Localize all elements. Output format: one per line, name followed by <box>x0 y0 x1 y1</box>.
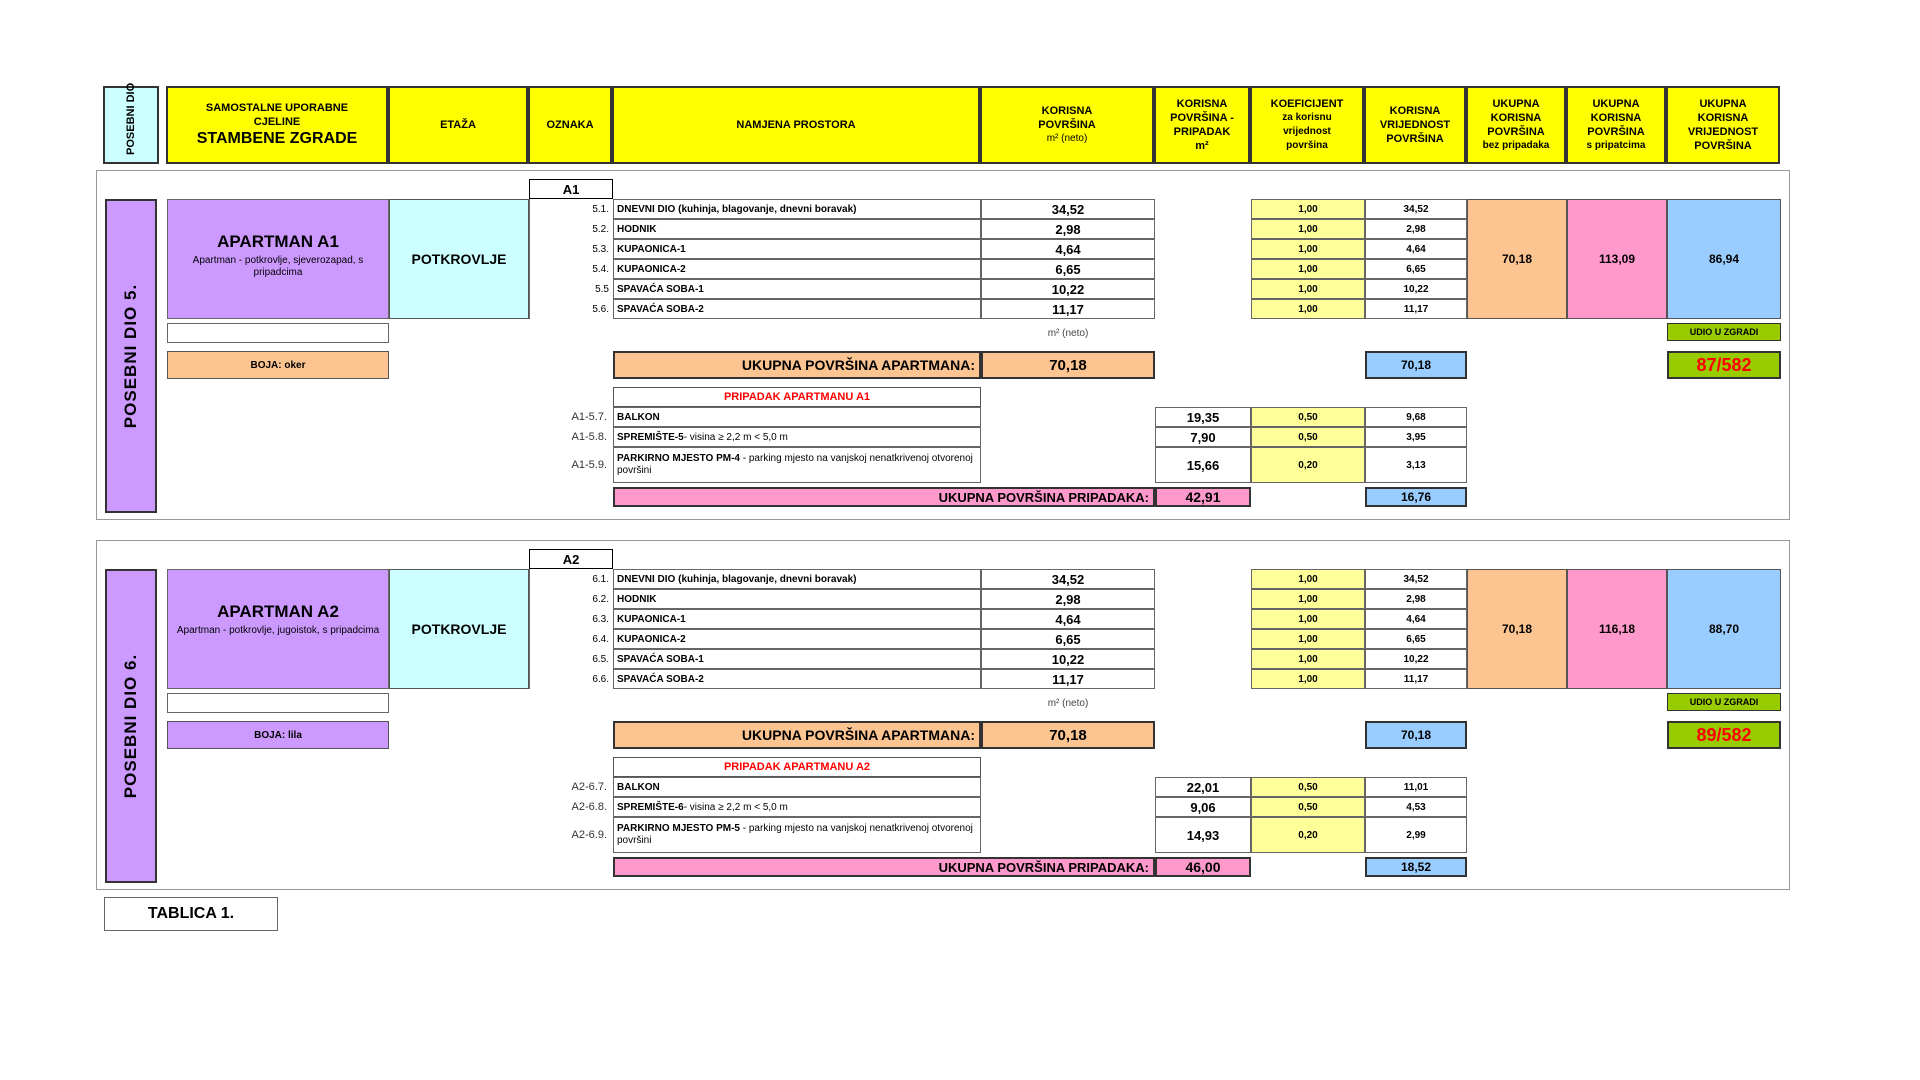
pripadak-vrijednost: 3,95 <box>1365 427 1467 447</box>
room-namjena: SPAVAĆA SOBA-1 <box>613 649 981 669</box>
total-apartman-label <box>613 351 981 379</box>
total-apartman-label-text: UKUPNA POVRŠINA APARTMANA: <box>741 727 975 743</box>
pripadak-opis: - visina ≥ 2,2 m < 5,0 m <box>683 431 788 443</box>
udio-value-text: 87/582 <box>1696 354 1752 375</box>
room-vrijednost: 6,65 <box>1365 259 1467 279</box>
room-oznaka: 5.1. <box>529 199 613 219</box>
header-us-1: UKUPNA <box>1592 98 1640 110</box>
room-oznaka: 6.2. <box>529 589 613 609</box>
room-koef: 1,00 <box>1251 629 1365 649</box>
apartment-name-cell <box>167 199 389 319</box>
blank-row-cell <box>167 323 389 343</box>
code-box <box>529 549 613 569</box>
total-pripadak-vrijednost-text: 18,52 <box>1400 860 1432 874</box>
header-namjena-text: NAMJENA PROSTORA <box>736 119 856 131</box>
room-oznaka: 5.4. <box>529 259 613 279</box>
header-us-3: POVRŠINA <box>1587 126 1645 138</box>
pripadak-povrsina: 22,01 <box>1155 777 1251 797</box>
room-koef: 1,00 <box>1251 649 1365 669</box>
room-povrsina: 6,65 <box>981 259 1155 279</box>
pripadak-title <box>613 387 981 407</box>
pripadak-title-text: PRIPADAK APARTMANU A2 <box>723 761 871 773</box>
room-vrijednost: 10,22 <box>1365 649 1467 669</box>
header-koef-3: vrijednost <box>1283 126 1331 137</box>
room-namjena: HODNIK <box>613 219 981 239</box>
neto-label: m² (neto) <box>1047 327 1089 339</box>
pripadak-povrsina: 9,06 <box>1155 797 1251 817</box>
room-oznaka: 5.6. <box>529 299 613 319</box>
total-apartman-value-text: 70,18 <box>1049 356 1087 374</box>
header-ub-3: POVRŠINA <box>1487 126 1545 138</box>
pripadak-naziv: SPREMIŠTE-6 <box>617 801 684 813</box>
total-pripadak-value <box>1155 857 1251 877</box>
pripadak-title-text: PRIPADAK APARTMANU A1 <box>723 391 871 403</box>
header-ukupna-vrijednost <box>1666 86 1780 164</box>
header-samostalne-line2: CJELINE <box>253 116 301 128</box>
total-pripadak-label-text: UKUPNA POVRŠINA PRIPADAKA: <box>938 859 1149 875</box>
udio-label-text: UDIO U ZGRADI <box>1689 697 1759 707</box>
ukupna-s-cell <box>1567 569 1667 689</box>
room-vrijednost: 10,22 <box>1365 279 1467 299</box>
total-pripadak-label <box>613 487 1155 507</box>
room-namjena: DNEVNI DIO (kuhinja, blagovanje, dnevni boravak) <box>613 569 981 589</box>
room-oznaka: 5.5 <box>529 279 613 299</box>
pripadak-vrijednost: 9,68 <box>1365 407 1467 427</box>
ukupna-vrijednost-cell <box>1667 569 1781 689</box>
ukupna-s-cell <box>1567 199 1667 319</box>
room-koef: 1,00 <box>1251 199 1365 219</box>
header-kpp-4: m² <box>1195 140 1209 152</box>
pripadak-oznaka: A2-6.8. <box>571 801 607 813</box>
total-apartman-label <box>613 721 981 749</box>
boja-cell <box>167 351 389 379</box>
header-ukupna-bez <box>1466 86 1566 164</box>
total-apartman-value <box>981 721 1155 749</box>
total-apartman-label-text: UKUPNA POVRŠINA APARTMANA: <box>741 357 975 373</box>
ukupna-s-value: 116,18 <box>1598 622 1636 636</box>
pripadak-opis: - visina ≥ 2,2 m < 5,0 m <box>683 801 788 813</box>
header-samostalne-line1: SAMOSTALNE UPORABNE <box>205 102 349 114</box>
room-koef: 1,00 <box>1251 609 1365 629</box>
pripadak-naziv: PARKIRNO MJESTO PM-4 <box>617 453 740 464</box>
room-povrsina: 4,64 <box>981 239 1155 259</box>
room-koef: 1,00 <box>1251 589 1365 609</box>
section-label <box>105 199 157 513</box>
section-a1 <box>96 170 1790 520</box>
table-label-text: TABLICA 1. <box>147 905 235 922</box>
pripadak-naziv: SPREMIŠTE-5 <box>617 431 684 443</box>
total-pripadak-vrijednost-text: 16,76 <box>1400 490 1432 504</box>
total-apartman-value <box>981 351 1155 379</box>
header-korisna-povrsina <box>980 86 1154 164</box>
section-label <box>105 569 157 883</box>
total-pripadak-label-text: UKUPNA POVRŠINA PRIPADAKA: <box>938 489 1149 505</box>
header-koeficijent <box>1250 86 1364 164</box>
ukupna-bez-cell <box>1467 199 1567 319</box>
room-koef: 1,00 <box>1251 239 1365 259</box>
udio-label <box>1667 323 1781 341</box>
pripadak-namjena <box>613 427 981 447</box>
room-vrijednost: 2,98 <box>1365 219 1467 239</box>
code-text: A1 <box>562 181 580 197</box>
ukupna-s-value: 113,09 <box>1598 252 1636 266</box>
room-oznaka: 6.5. <box>529 649 613 669</box>
header-us-2: KORISNA <box>1590 112 1642 124</box>
room-vrijednost: 2,98 <box>1365 589 1467 609</box>
room-oznaka: 6.6. <box>529 669 613 689</box>
header-ub-4: bez pripadaka <box>1482 140 1550 151</box>
pripadak-koef: 0,20 <box>1251 447 1365 483</box>
apartment-name-cell <box>167 569 389 689</box>
header-kp-1: KORISNA <box>1041 105 1093 117</box>
header-koef-1: KOEFICIJENT <box>1270 98 1344 110</box>
header-kvp-2: VRIJEDNOST <box>1379 119 1451 131</box>
ukupna-vrijednost-cell <box>1667 199 1781 319</box>
neto-label: m² (neto) <box>1047 697 1089 709</box>
total-pripadak-value <box>1155 487 1251 507</box>
header-oznaka <box>528 86 612 164</box>
room-povrsina: 34,52 <box>981 569 1155 589</box>
room-oznaka: 6.4. <box>529 629 613 649</box>
total-pripadak-vrijednost <box>1365 487 1467 507</box>
pripadak-koef: 0,50 <box>1251 777 1365 797</box>
pripadak-naziv: BALKON <box>617 781 660 793</box>
pripadak-opis: - parking mjesto na vanjskoj nenatkrivenoj otvorenoj površini <box>617 453 973 476</box>
pripadak-oznaka: A1-5.7. <box>571 411 607 423</box>
header-etaza <box>388 86 528 164</box>
section-a2 <box>96 540 1790 890</box>
pripadak-opis: - parking mjesto na vanjskoj nenatkrivenoj otvorenoj površini <box>617 823 973 846</box>
room-vrijednost: 6,65 <box>1365 629 1467 649</box>
room-vrijednost: 34,52 <box>1365 569 1467 589</box>
etaza-cell <box>389 569 529 689</box>
header-ub-2: KORISNA <box>1490 112 1542 124</box>
room-oznaka: 5.2. <box>529 219 613 239</box>
pripadak-oznaka: A2-6.9. <box>571 829 607 841</box>
header-kpp-1: KORISNA <box>1176 98 1228 110</box>
header-uv-3: VRIJEDNOST <box>1687 126 1759 138</box>
header-posebni-dio-text: POSEBNI DIO <box>125 82 137 155</box>
pripadak-vrijednost: 3,13 <box>1365 447 1467 483</box>
pripadak-naziv: BALKON <box>617 411 660 423</box>
total-apartman-vrijednost <box>1365 351 1467 379</box>
boja-cell <box>167 721 389 749</box>
room-vrijednost: 11,17 <box>1365 299 1467 319</box>
header-namjena <box>612 86 980 164</box>
header-samostalne-line3: STAMBENE ZGRADE <box>196 130 358 147</box>
total-apartman-vrijednost <box>1365 721 1467 749</box>
pripadak-oznaka: A1-5.9. <box>571 459 607 471</box>
room-namjena: KUPAONICA-2 <box>613 259 981 279</box>
ukupna-bez-value: 70,18 <box>1501 252 1533 266</box>
pripadak-vrijednost: 2,99 <box>1365 817 1467 853</box>
room-namjena: DNEVNI DIO (kuhinja, blagovanje, dnevni boravak) <box>613 199 981 219</box>
total-apartman-vrijednost-text: 70,18 <box>1400 358 1432 372</box>
header-uv-4: POVRŠINA <box>1694 140 1752 152</box>
room-povrsina: 10,22 <box>981 279 1155 299</box>
etaza-cell <box>389 199 529 319</box>
pripadak-title <box>613 757 981 777</box>
room-povrsina: 4,64 <box>981 609 1155 629</box>
room-koef: 1,00 <box>1251 299 1365 319</box>
header-samostalne <box>166 86 388 164</box>
header-kpp-2: POVRŠINA - <box>1170 112 1234 124</box>
apartment-title: APARTMAN A2 <box>217 602 339 621</box>
pripadak-namjena <box>613 777 981 797</box>
boja-text: BOJA: oker <box>250 359 306 371</box>
total-apartman-value-text: 70,18 <box>1049 726 1087 744</box>
pripadak-vrijednost: 11,01 <box>1365 777 1467 797</box>
room-namjena: HODNIK <box>613 589 981 609</box>
pripadak-vrijednost: 4,53 <box>1365 797 1467 817</box>
room-vrijednost: 34,52 <box>1365 199 1467 219</box>
pripadak-koef: 0,20 <box>1251 817 1365 853</box>
pripadak-namjena <box>613 817 981 853</box>
ukupna-bez-cell <box>1467 569 1567 689</box>
header-kvp-1: KORISNA <box>1389 105 1441 117</box>
pripadak-namjena <box>613 797 981 817</box>
room-povrsina: 11,17 <box>981 669 1155 689</box>
ukupna-vrijednost-value: 86,94 <box>1708 252 1740 266</box>
ukupna-vrijednost-value: 88,70 <box>1708 622 1740 636</box>
table-label <box>104 897 278 931</box>
room-namjena: KUPAONICA-1 <box>613 239 981 259</box>
room-povrsina: 6,65 <box>981 629 1155 649</box>
room-oznaka: 5.3. <box>529 239 613 259</box>
room-povrsina: 2,98 <box>981 589 1155 609</box>
room-vrijednost: 4,64 <box>1365 609 1467 629</box>
header-koef-4: površina <box>1286 140 1328 151</box>
apartment-title: APARTMAN A1 <box>217 232 339 251</box>
apartment-desc: Apartman - potkrovlje, sjeverozapad, s pripadcima <box>192 255 364 278</box>
header-uv-2: KORISNA <box>1697 112 1749 124</box>
udio-value-text: 89/582 <box>1696 724 1752 745</box>
header-kp-3: m² (neto) <box>1046 133 1088 144</box>
room-koef: 1,00 <box>1251 219 1365 239</box>
room-koef: 1,00 <box>1251 279 1365 299</box>
boja-text: BOJA: lila <box>254 729 302 741</box>
room-povrsina: 34,52 <box>981 199 1155 219</box>
pripadak-povrsina: 14,93 <box>1155 817 1251 853</box>
pripadak-namjena <box>613 447 981 483</box>
code-text: A2 <box>562 551 580 567</box>
section-label-text: POSEBNI DIO 5. <box>121 283 140 429</box>
room-namjena: SPAVAĆA SOBA-2 <box>613 299 981 319</box>
blank-row-cell <box>167 693 389 713</box>
etaza-text: POTKROVLJE <box>411 621 507 637</box>
pripadak-oznaka: A1-5.8. <box>571 431 607 443</box>
pripadak-povrsina: 7,90 <box>1155 427 1251 447</box>
header-kp-pripadak <box>1154 86 1250 164</box>
pripadak-naziv: PARKIRNO MJESTO PM-5 <box>617 823 740 834</box>
udio-value <box>1667 721 1781 749</box>
pripadak-povrsina: 15,66 <box>1155 447 1251 483</box>
room-povrsina: 11,17 <box>981 299 1155 319</box>
room-namjena: KUPAONICA-2 <box>613 629 981 649</box>
total-apartman-vrijednost-text: 70,18 <box>1400 728 1432 742</box>
header-uv-1: UKUPNA <box>1699 98 1747 110</box>
room-vrijednost: 11,17 <box>1365 669 1467 689</box>
pripadak-namjena <box>613 407 981 427</box>
header-korisna-vrijednost <box>1364 86 1466 164</box>
udio-value <box>1667 351 1781 379</box>
header-posebni-dio <box>103 82 159 164</box>
code-box <box>529 179 613 199</box>
room-povrsina: 2,98 <box>981 219 1155 239</box>
ukupna-bez-value: 70,18 <box>1501 622 1533 636</box>
section-label-text: POSEBNI DIO 6. <box>121 653 140 799</box>
header-oznaka-text: OZNAKA <box>546 119 594 131</box>
pripadak-koef: 0,50 <box>1251 427 1365 447</box>
room-oznaka: 6.1. <box>529 569 613 589</box>
header-ukupna-s <box>1566 86 1666 164</box>
total-pripadak-label <box>613 857 1155 877</box>
header-koef-2: za korisnu <box>1282 112 1332 123</box>
etaza-text: POTKROVLJE <box>411 251 507 267</box>
udio-label-text: UDIO U ZGRADI <box>1689 327 1759 337</box>
room-koef: 1,00 <box>1251 669 1365 689</box>
room-vrijednost: 4,64 <box>1365 239 1467 259</box>
udio-label <box>1667 693 1781 711</box>
header-kvp-3: POVRŠINA <box>1386 133 1444 145</box>
room-povrsina: 10,22 <box>981 649 1155 669</box>
room-namjena: SPAVAĆA SOBA-1 <box>613 279 981 299</box>
apartment-desc: Apartman - potkrovlje, jugoistok, s pripadcima <box>176 625 380 636</box>
room-namjena: KUPAONICA-1 <box>613 609 981 629</box>
pripadak-povrsina: 19,35 <box>1155 407 1251 427</box>
room-oznaka: 6.3. <box>529 609 613 629</box>
header-ub-1: UKUPNA <box>1492 98 1540 110</box>
header-us-4: s pripatcima <box>1586 140 1646 151</box>
header-kp-2: POVRŠINA <box>1038 119 1096 131</box>
room-koef: 1,00 <box>1251 259 1365 279</box>
total-pripadak-value-text: 46,00 <box>1185 859 1221 875</box>
total-pripadak-vrijednost <box>1365 857 1467 877</box>
room-namjena: SPAVAĆA SOBA-2 <box>613 669 981 689</box>
pripadak-koef: 0,50 <box>1251 407 1365 427</box>
total-pripadak-value-text: 42,91 <box>1185 489 1221 505</box>
room-koef: 1,00 <box>1251 569 1365 589</box>
header-etaza-text: ETAŽA <box>440 119 476 131</box>
pripadak-koef: 0,50 <box>1251 797 1365 817</box>
header-kpp-3: PRIPADAK <box>1173 126 1231 138</box>
pripadak-oznaka: A2-6.7. <box>571 781 607 793</box>
